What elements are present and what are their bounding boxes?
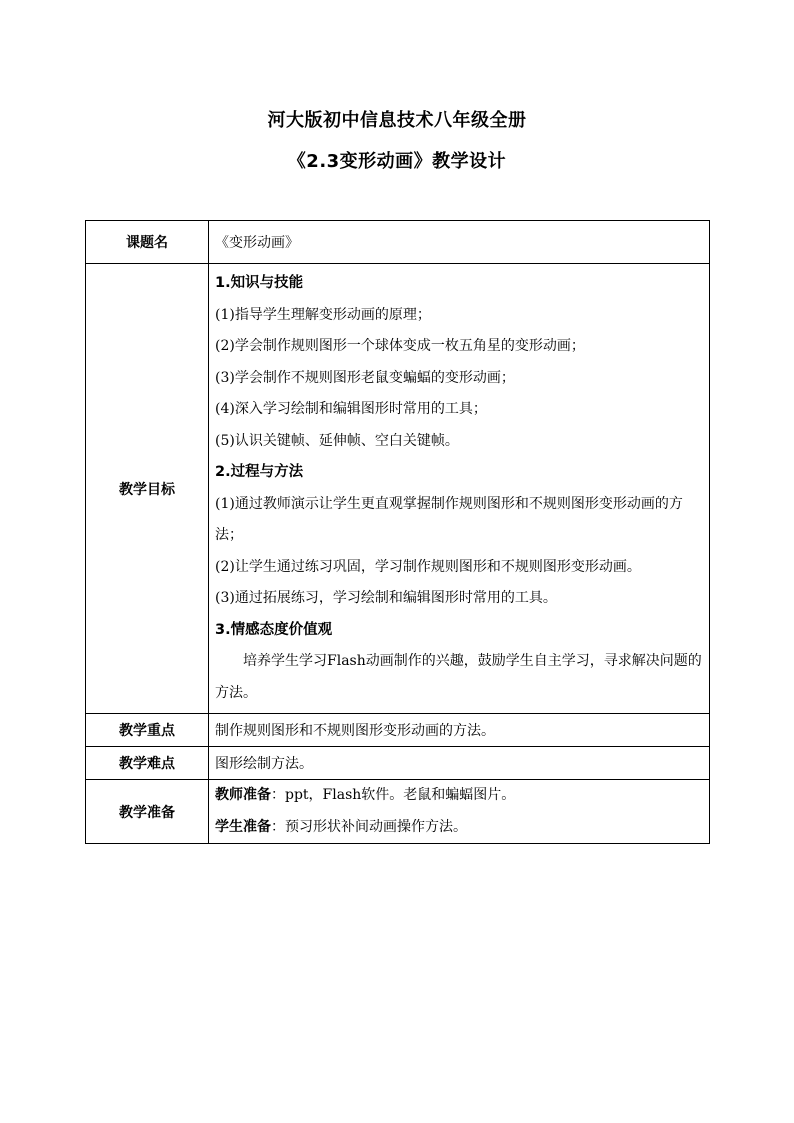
section-heading-process: 2.过程与方法 (215, 464, 304, 480)
list-item: (1)指导学生理解变形动画的原理； (215, 306, 431, 323)
table-row-preparation (86, 780, 710, 844)
preparation-label: 教学准备 (86, 780, 209, 844)
teacher-preparation-label: 教师准备 (215, 787, 271, 803)
table-row-objectives (86, 264, 710, 714)
list-item: (2)学会制作规则图形一个球体变成一枚五角星的变形动画； (215, 338, 585, 354)
list-item: (5)认识关键帧、延伸帧、空白关键帧。 (215, 432, 459, 449)
document-subtitle: 《2.3变形动画》教学设计 (287, 151, 507, 172)
list-item: (2)让学生通过练习巩固，学习制作规则图形和不规则图形变形动画。 (215, 558, 641, 575)
section-heading-attitude: 3.情感态度价值观 (215, 621, 333, 638)
topic-label: 课题名 (86, 221, 209, 264)
difficulties-value: 图形绘制方法。 (209, 747, 710, 780)
table-row-key-points (86, 714, 710, 747)
list-item: (3)学会制作不规则图形老鼠变蝙蝠的变形动画； (215, 369, 515, 386)
preparation-content (209, 780, 710, 844)
document-title: 河大版初中信息技术八年级全册 (267, 110, 527, 131)
student-preparation-value: ：预习形状补间动画操作方法。 (271, 818, 467, 835)
teacher-preparation (215, 780, 703, 812)
lesson-plan-table (85, 220, 710, 844)
list-item: (1)通过教师演示让学生更直观掌握制作规则图形和不规则图形变形动画的方法； (215, 495, 683, 543)
table-row-difficulties (86, 747, 710, 780)
key-points-label: 教学重点 (86, 714, 209, 747)
student-preparation-label: 学生准备 (215, 818, 271, 835)
table-row-topic (86, 221, 710, 264)
difficulties-label: 教学难点 (86, 747, 209, 780)
key-points-value: 制作规则图形和不规则图形变形动画的方法。 (209, 714, 710, 747)
list-item: (4)深入学习绘制和编辑图形时常用的工具； (215, 401, 487, 417)
student-preparation (215, 812, 703, 844)
objectives-label: 教学目标 (86, 264, 209, 714)
teacher-preparation-value: ：ppt，Flash软件。老鼠和蝙蝠图片。 (271, 787, 516, 803)
list-item: (3)通过拓展练习，学习绘制和编辑图形时常用的工具。 (215, 590, 557, 606)
topic-value: 《变形动画》 (209, 221, 710, 264)
list-item: 培养学生学习Flash动画制作的兴趣，鼓励学生自主学习，寻求解决问题的方法。 (215, 653, 702, 701)
objectives-content (209, 264, 710, 714)
section-heading-knowledge: 1.知识与技能 (215, 275, 304, 291)
